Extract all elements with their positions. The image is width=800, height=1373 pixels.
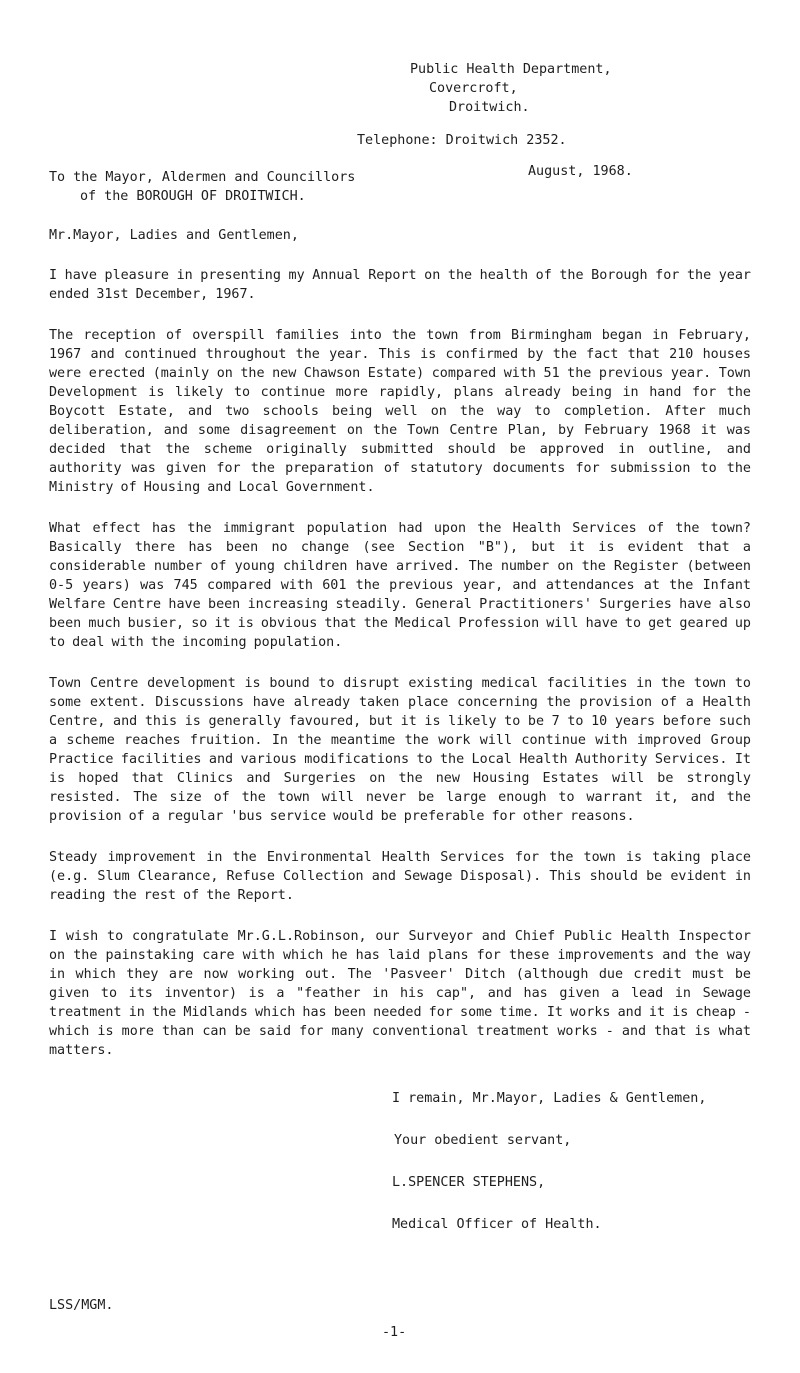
closing-remain: I remain, Mr.Mayor, Ladies & Gentlemen, <box>392 1091 707 1106</box>
letter-body <box>49 266 751 1082</box>
addressee-line-1: To the Mayor, Aldermen and Councillors <box>49 170 356 185</box>
paragraph-environmental-health: Steady improvement in the Environmental Health Services for the town is taking place (e.g. Slum Clearance, Refuse Collection and Sewage Disposal). This should be evident in reading the rest of the Report. <box>49 850 751 903</box>
signatory-title: Medical Officer of Health. <box>392 1217 602 1232</box>
department-line: Public Health Department, <box>410 62 612 77</box>
date-line: August, 1968. <box>528 164 633 179</box>
page-number: -1- <box>382 1325 407 1340</box>
town-line: Droitwich. <box>449 100 530 115</box>
paragraph-intro: I have pleasure in presenting my Annual Report on the health of the Borough for the year ended 31st December, 1967. <box>49 268 751 302</box>
salutation: Mr.Mayor, Ladies and Gentlemen, <box>49 228 299 243</box>
closing-servant: Your obedient servant, <box>394 1133 572 1148</box>
telephone-line: Telephone: Droitwich 2352. <box>357 133 567 148</box>
signatory-name: L.SPENCER STEPHENS, <box>392 1175 546 1190</box>
closing-block <box>392 1089 706 1257</box>
reference-initials: LSS/MGM. <box>49 1298 114 1313</box>
addressee-line-2: of the BOROUGH OF DROITWICH. <box>80 189 306 204</box>
building-line: Covercroft, <box>429 81 518 96</box>
paragraph-town-centre: Town Centre development is bound to disrupt existing medical facilities in the town to some extent. Discussions have already taken place concerning the provision of a Health Centre, and this is generally favoured, but it is likely to be 7 to 10 years before such a scheme reaches fruition. In the meantime the work will continue with improved Group Practice facilities and various modifications to the Local Health Authority Services. It is hoped that Clinics and Surgeries on the new Housing Estates will be strongly resisted. The size of the town will never be large enough to warrant it, and the provision of a regular 'bus service would be preferable for other reasons. <box>49 676 751 824</box>
paragraph-immigrant-population: What effect has the immigrant population had upon the Health Services of the town? Basically there has been no change (see Section "B"), but it is evident that a considerable number of young children have arrived. The number on the Register (between 0-5 years) was 745 compared with 601 the previous year, and attendances at the Infant Welfare Centre have been increasing steadily. General Practitioners' Surgeries have also been much busier, so it is obvious that the Medical Profession will have to get geared up to deal with the incoming population. <box>49 521 751 650</box>
paragraph-overspill: The reception of overspill families into the town from Birmingham began in February, 1967 and continued throughout the year. This is confirmed by the fact that 210 houses were erected (mainly on the new Chawson Estate) compared with 51 the previous year. Town Development is likely to continue more rapidly, plans already being in hand for the Boycott Estate, and two schools being well on the way to completion. After much deliberation, and some disagreement on the Town Centre Plan, by February 1968 it was decided that the scheme originally submitted should be approved in outline, and authority was given for the preparation of statutory documents for submission to the Ministry of Housing and Local Government. <box>49 328 751 495</box>
paragraph-congratulations: I wish to congratulate Mr.G.L.Robinson, our Surveyor and Chief Public Health Inspector on the painstaking care with which he has laid plans for these improvements and the way in which they are now working out. The 'Pasveer' Ditch (although due credit must be given to its inventor) is a "feather in his cap", and has given a lead in Sewage treatment in the Midlands which has been needed for some time. It works and it is cheap - which is more than can be said for many conventional treatment works - and that is what matters. <box>49 929 751 1058</box>
